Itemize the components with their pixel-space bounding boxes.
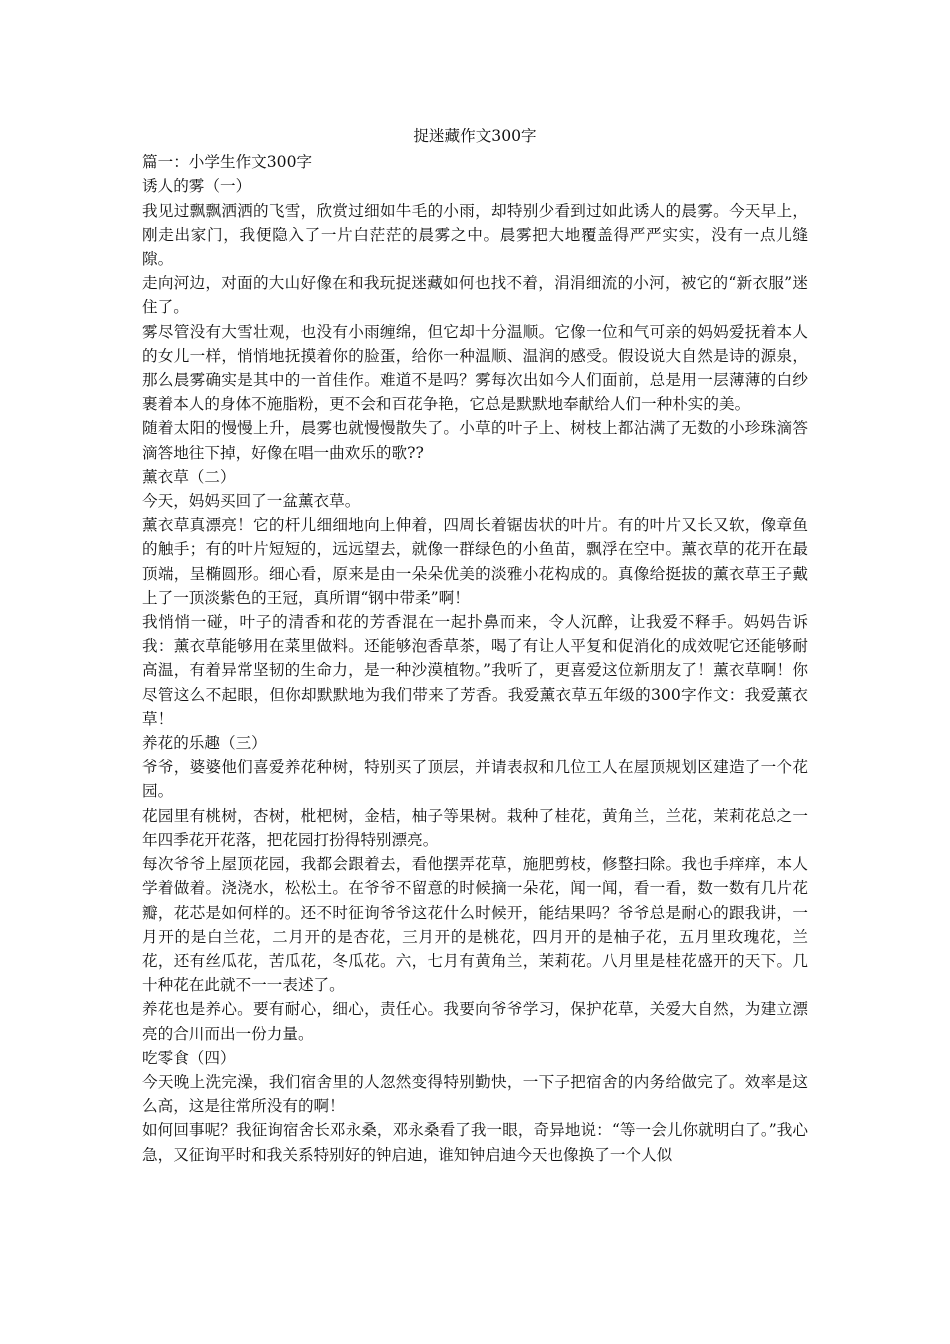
document-page (142, 124, 808, 1167)
paragraph: 今天，妈妈买回了一盆薰衣草。 (142, 492, 361, 511)
paragraph: 走向河边，对面的大山好像在和我玩捉迷藏如何也找不着，涓涓细流的小河，被它的“新衣服”迷住了。 (142, 274, 808, 317)
paragraph: 每次爷爷上屋顶花园，我都会跟着去，看他摆弄花草，施肥剪枝，修整扫除。我也手痒痒，本人学着做着。浇浇水，松松土。在爷爷不留意的时候摘一朵花，闻一闻，看一看，数一数有几片花瓣，花芯是如何样的。还不时征询爷爷这花什么时候开，能结果吗？爷爷总是耐心的跟我讲，一月开的是白兰花，二月开的是杏花，三月开的是桃花，四月开的是柚子花，五月里玫瑰花，兰花，还有丝瓜花，苦瓜花，冬瓜花。六，七月有黄角兰，茉莉花。八月里是桂花盛开的天下。几十种花在此就不一一表述了。 (142, 855, 808, 995)
paragraph: 养花也是养心。要有耐心，细心，责任心。我要向爷爷学习，保护花草，关爱大自然，为建立漂亮的合川而出一份力量。 (142, 1000, 808, 1043)
section-heading: 薰衣草（二） (142, 467, 236, 486)
document-title: 捉迷藏作文300字 (413, 127, 537, 145)
section-heading: 养花的乐趣（三） (142, 734, 267, 753)
paragraph: 爷爷，婆婆他们喜爱养花种树，特别买了顶层，并请表叔和几位工人在屋顶规划区建造了一个花园。 (142, 758, 808, 801)
paragraph: 花园里有桃树，杏树，枇杷树，金桔，柚子等果树。栽种了桂花，黄角兰，兰花，茉莉花总之一年四季花开花落，把花园打扮得特别漂亮。 (142, 806, 808, 849)
paragraph: 如何回事呢？我征询宿舍长邓永桑，邓永桑看了我一眼，奇异地说：“等一会儿你就明白了。”我心急，又征询平时和我关系特别好的钟启迪，谁知钟启迪今天也像换了一个人似 (142, 1121, 808, 1164)
paragraph: 我悄悄一碰，叶子的清香和花的芳香混在一起扑鼻而来，令人沉醉，让我爱不释手。妈妈告诉我：薰衣草能够用在菜里做料。还能够泡香草茶，喝了有让人平复和促消化的成效呢它还能够耐高温，有着异常坚韧的生命力，是一种沙漠植物。”我听了，更喜爱这位新朋友了！薰衣草啊！你尽管这么不起眼，但你却默默地为我们带来了芳香。我爱薰衣草五年级的300字作文：我爱薰衣草！ (142, 613, 808, 728)
section-heading: 吃零食（四） (142, 1048, 236, 1067)
section-heading: 诱人的雾（一） (142, 177, 252, 196)
paragraph: 薰衣草真漂亮！它的杆儿细细地向上伸着，四周长着锯齿状的叶片。有的叶片又长又软，像章鱼的触手；有的叶片短短的，远远望去，就像一群绿色的小鱼苗，飘浮在空中。薰衣草的花开在最顶端，呈椭圆形。细心看，原来是由一朵朵优美的淡雅小花构成的。真像给挺拔的薰衣草王子戴上了一顶淡紫色的王冠，真所谓“钢中带柔”啊！ (142, 516, 808, 607)
paragraph: 今天晚上洗完澡，我们宿舍里的人忽然变得特别勤快，一下子把宿舍的内务给做完了。效率是这么高，这是往常所没有的啊！ (142, 1072, 808, 1116)
paragraph: 随着太阳的慢慢上升，晨雾也就慢慢散失了。小草的叶子上、树枝上都沾满了无数的小珍珠滴答滴答地往下掉，好像在唱一曲欢乐的歌?? (142, 419, 808, 462)
paragraph: 篇一：小学生作文300字 (142, 153, 313, 172)
paragraph: 我见过飘飘洒洒的飞雪，欣赏过细如牛毛的小雨，却特别少看到过如此诱人的晨雾。今天早上，刚走出家门，我便隐入了一片白茫茫的晨雾之中。晨雾把大地覆盖得严严实实，没有一点儿缝隙。 (142, 201, 808, 269)
paragraph: 雾尽管没有大雪壮观，也没有小雨缠绵，但它却十分温顺。它像一位和气可亲的妈妈爱抚着本人的女儿一样，悄悄地抚摸着你的脸蛋，给你一种温顺、温润的感受。假设说大自然是诗的源泉，那么晨雾确实是其中的一首佳作。难道不是吗？雾每次出如今人们面前，总是用一层薄薄的白纱裹着本人的身体不施脂粉，更不会和百花争艳，它总是默默地奉献给人们一种朴实的美。 (142, 322, 808, 414)
